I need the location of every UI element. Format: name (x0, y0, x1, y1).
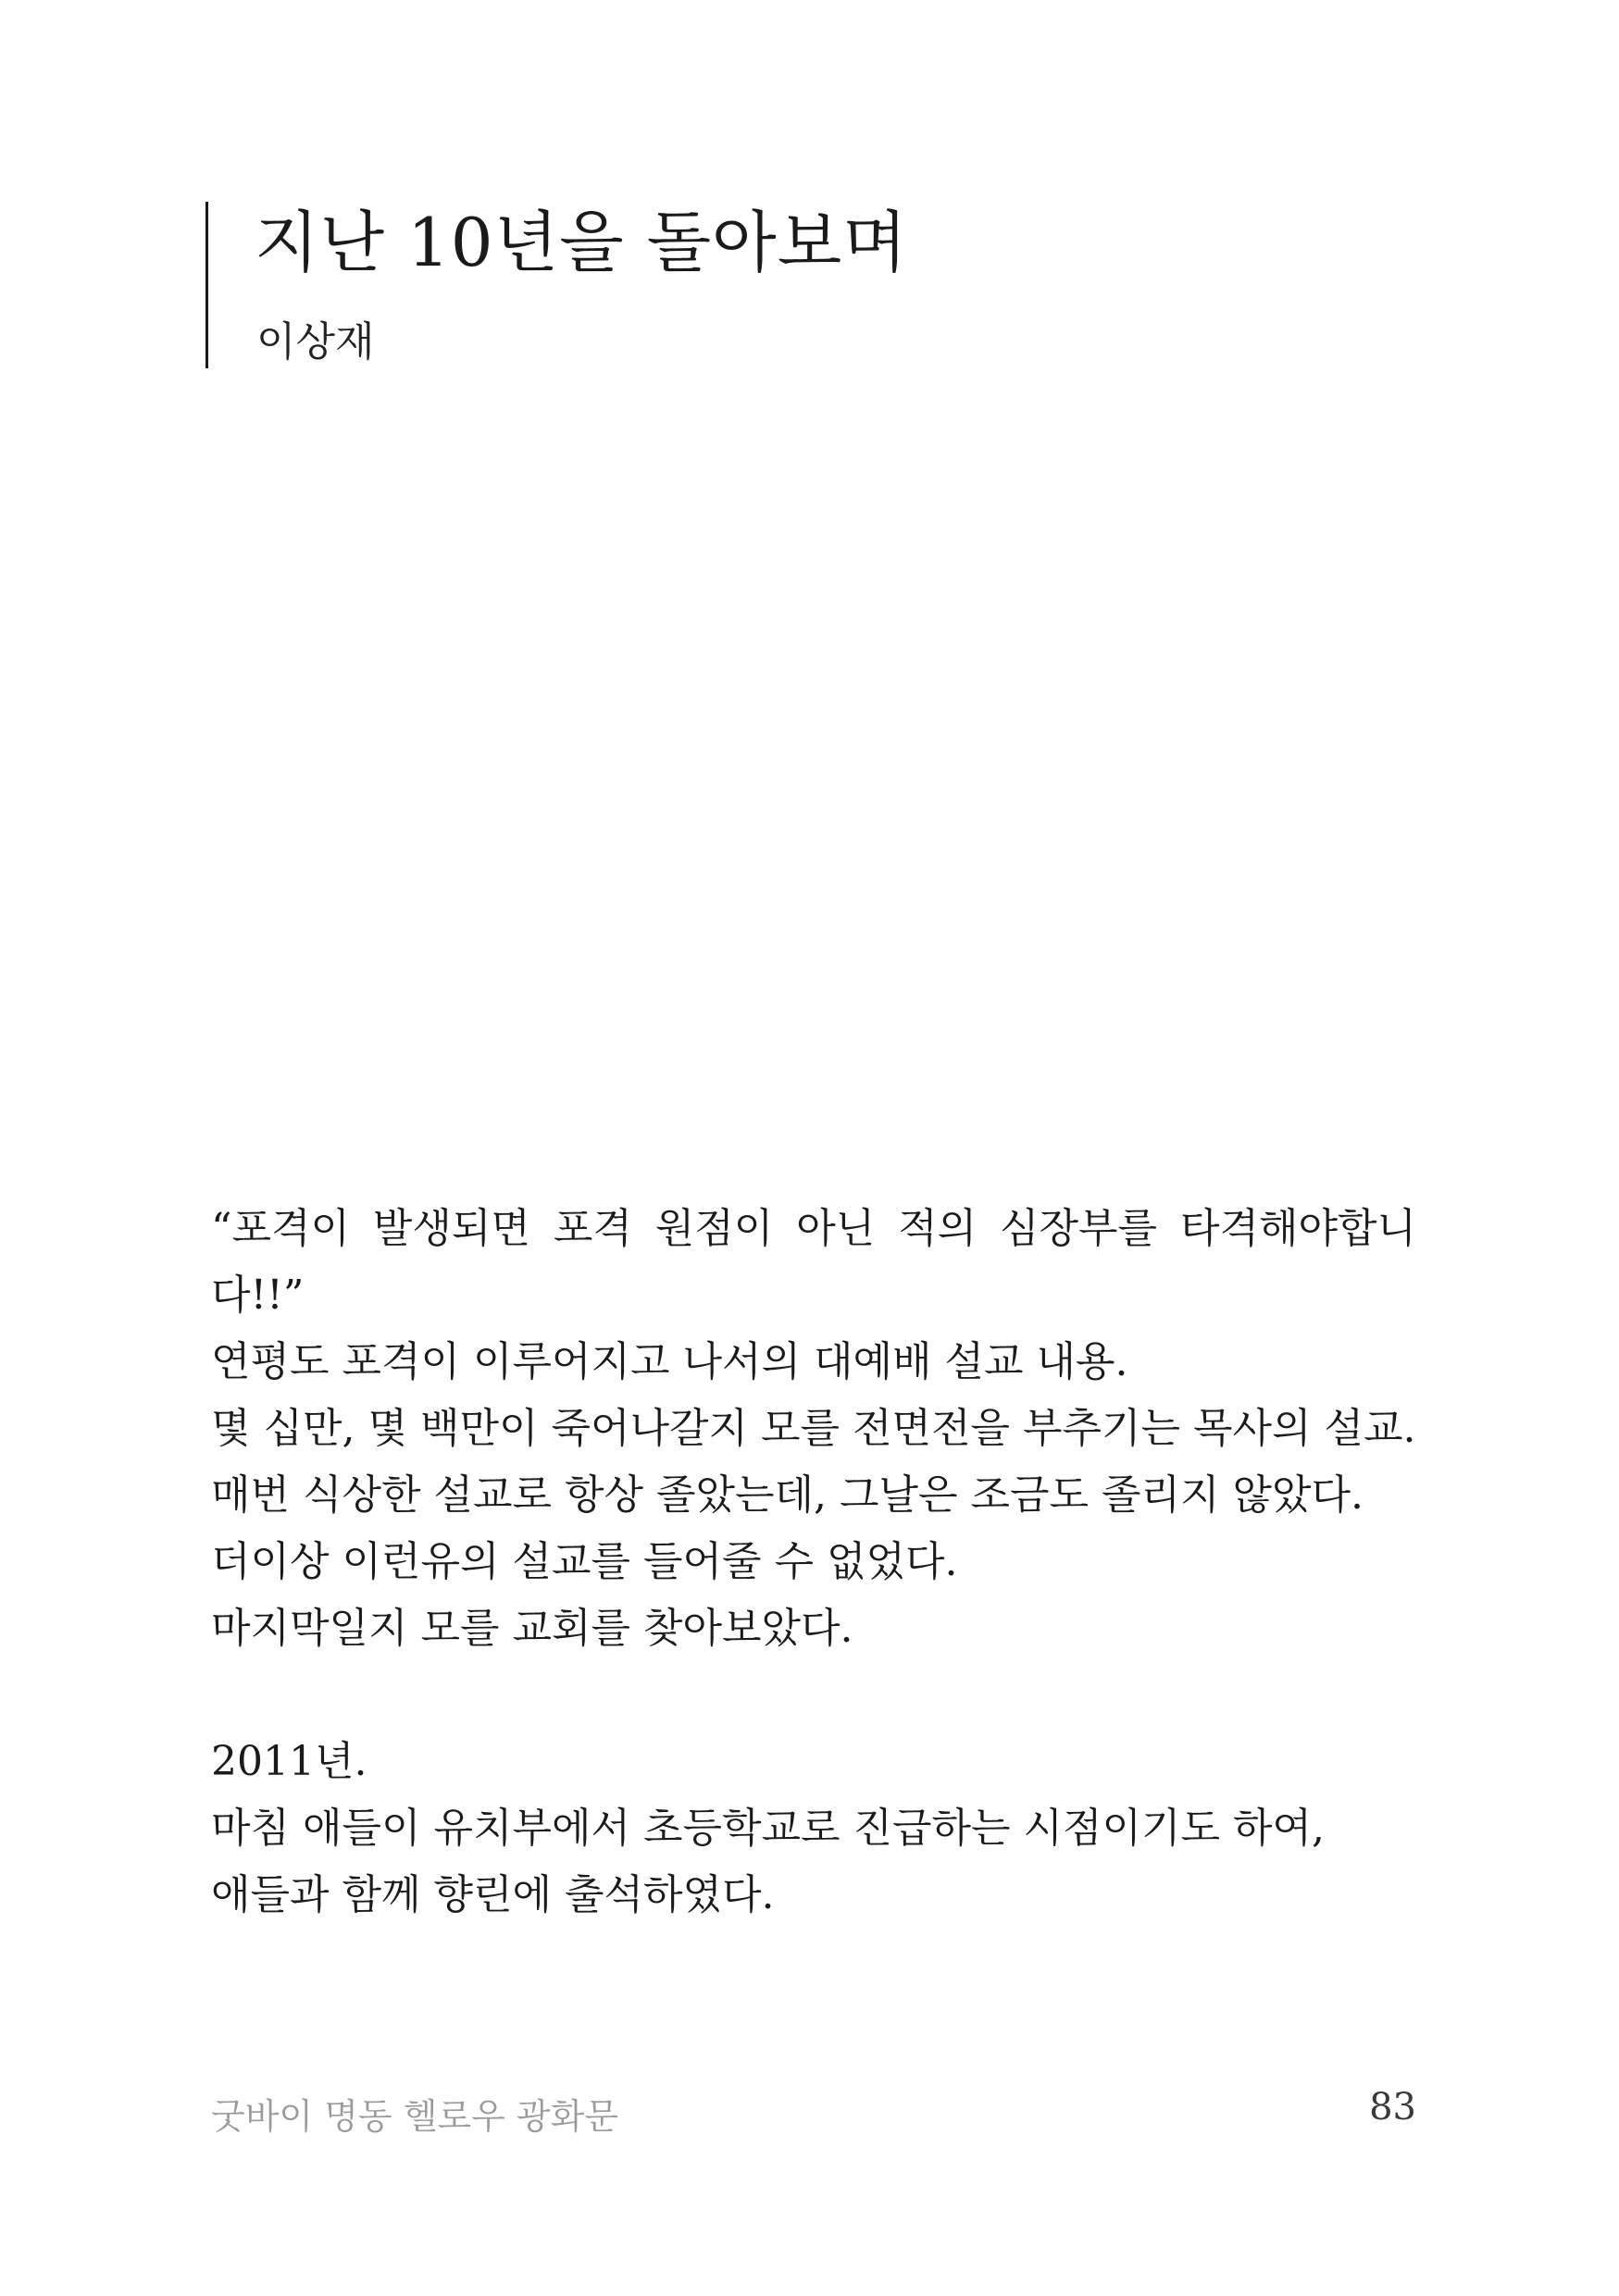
body-line: 애들과 함께 향린에 출석하였다. (211, 1871, 775, 1918)
article-title: 지난 10년을 돌아보며 (255, 204, 908, 281)
body-line: 매번 식상한 설교로 항상 졸았는데, 그날은 조금도 졸리지 않았다. (211, 1471, 1364, 1519)
body-line: 몇 십만, 몇 백만이 죽어나갈지 모를 전면전을 부추기는 목사의 설교. (211, 1405, 1416, 1452)
article-author: 이상재 (256, 318, 375, 366)
body-line: 마침 애들이 유치부에서 초등학교로 진급하는 시점이기도 하여, (211, 1805, 1326, 1852)
body-line: 연평도 포격이 이루어지고 나서의 대예배 설교 내용. (211, 1338, 1128, 1385)
article-heading (205, 202, 1412, 368)
body-line: 더이상 이런유의 설교를 들어줄 수 없었다. (211, 1538, 958, 1585)
body-line: 2011년. (211, 1738, 367, 1785)
footer-book-title: 굿바이 명동 헬로우 광화문 (211, 2096, 619, 2137)
body-line: 마지막일지 모를 교회를 찾아보았다. (211, 1605, 853, 1652)
article-body (211, 1196, 1416, 1929)
quote-paragraph: “포격이 발생되면 포격 원점이 아닌 적의 심장부를 타격해야합니다!!” (211, 1205, 1416, 1319)
page-number: 83 (1369, 2086, 1416, 2128)
paragraph-spacer (211, 1662, 1416, 1729)
